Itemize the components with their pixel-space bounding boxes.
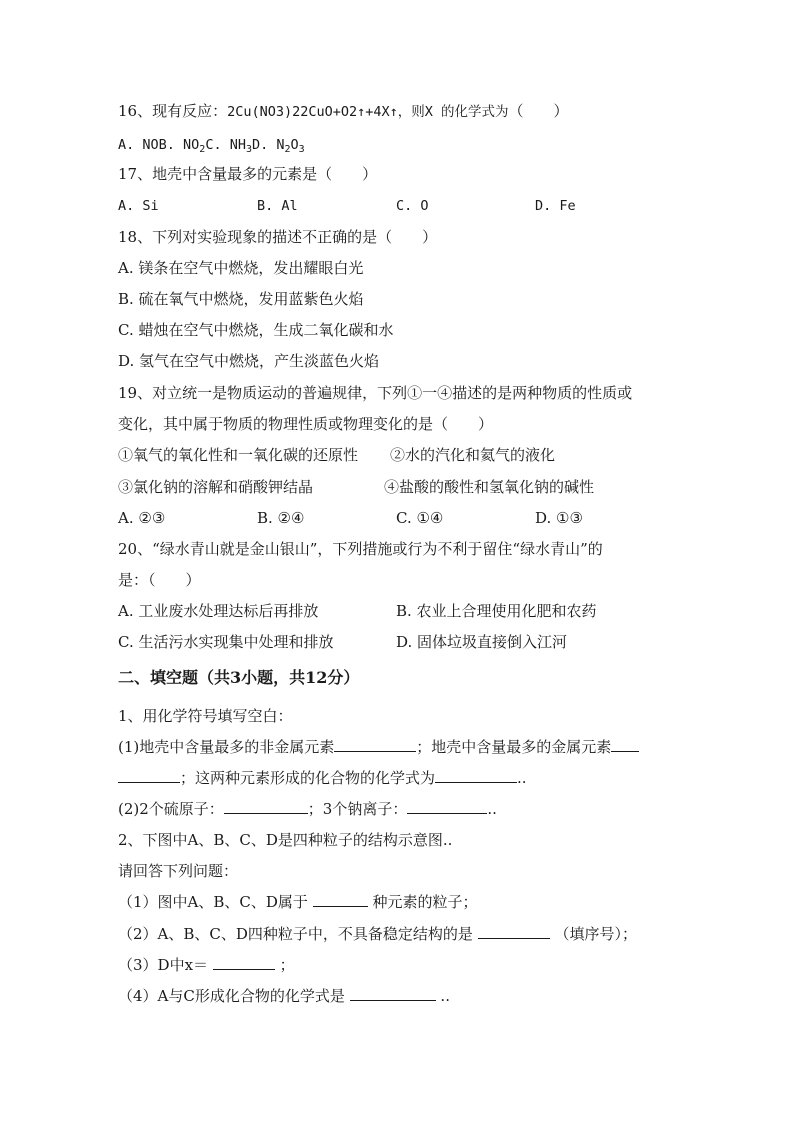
fill-1-part1-line1: (1)地壳中含量最多的非金属元素 ；地壳中含量最多的金属元素 xyxy=(118,737,639,757)
question-20-options-row2 xyxy=(0,632,794,652)
question-18-stem: 18、下列对实验现象的描述不正确的是（ ） xyxy=(118,228,438,246)
q20-option-b: B. 农业上合理使用化肥和农药 xyxy=(396,602,597,620)
question-19-stem-line2: 变化，其中属于物质的物理性质或物理变化的是（ ） xyxy=(118,415,494,433)
answer-blank[interactable] xyxy=(213,955,275,970)
q18-option-a: A. 镁条在空气中燃烧，发出耀眼白光 xyxy=(118,259,364,277)
q19-option-d: D. ①③ xyxy=(535,509,583,527)
q19-option-a: A. ②③ xyxy=(118,509,166,527)
question-19-stem-line1: 19、对立统一是物质运动的普遍规律，下列①一④描述的是两种物质的性质或 xyxy=(118,384,633,402)
fill-1-stem: 1、用化学符号填写空白： xyxy=(118,707,293,725)
answer-blank[interactable] xyxy=(313,892,368,907)
fill-2-sub1: （1）图中A、B、C、D属于 种元素的粒子； xyxy=(118,893,478,911)
q17-option-c: C. O xyxy=(396,198,429,214)
section-2-heading: 二、填空题（共3小题，共12分） xyxy=(118,668,360,687)
question-20-stem-line1: 20、“绿水青山就是金山银山”，下列措施或行为不利于留住“绿水青山”的 xyxy=(118,540,603,558)
q17-option-d: D. Fe xyxy=(535,198,576,214)
question-20-stem-line2: 是：（ ） xyxy=(118,571,201,589)
q18-option-c: C. 蜡烛在空气中燃烧，生成二氧化碳和水 xyxy=(118,321,394,339)
q16-equation: 2Cu(NO3)22CuO+O2↑+4X↑，则X 的化学式为 xyxy=(227,104,509,120)
q19-item-1: ①氧气的氧化性和一氧化碳的还原性 xyxy=(118,446,359,464)
q20-option-c: C. 生活污水实现集中处理和排放 xyxy=(118,633,334,651)
answer-blank[interactable] xyxy=(334,737,416,752)
question-19-options xyxy=(0,508,794,528)
question-17-options xyxy=(0,196,794,216)
q19-item-3: ③氯化钠的溶解和硝酸钾结晶 xyxy=(118,478,314,496)
question-16-stem xyxy=(118,101,569,122)
q20-option-d: D. 固体垃圾直接倒入江河 xyxy=(396,633,568,651)
answer-blank[interactable] xyxy=(118,768,180,783)
q19-item-4: ④盐酸的酸性和氢氧化钠的碱性 xyxy=(384,478,595,496)
fill-1-part2: (2)2个硫原子： ；3个钠离子： .. xyxy=(118,800,497,818)
question-19-items-row1 xyxy=(0,445,794,465)
question-20-options-row1 xyxy=(0,601,794,621)
fill-2-prompt: 请回答下列问题： xyxy=(118,862,239,880)
answer-blank[interactable] xyxy=(435,768,517,783)
q16-suffix: （ ） xyxy=(508,102,569,120)
fill-1-part1-line2: ；这两种元素形成的化合物的化学式为 .. xyxy=(118,768,527,788)
fill-2-sub3: （3）D中x＝ ； xyxy=(118,956,295,974)
answer-blank[interactable] xyxy=(407,799,487,814)
q19-option-c: C. ①④ xyxy=(396,509,444,527)
q16-option-d: D. $N_2O_3$ xyxy=(251,137,305,155)
fill-2-sub4: （4）A与C形成化合物的化学式是 .. xyxy=(118,987,450,1005)
fill-2-sub2: （2）A、B、C、D四种粒子中，不具备稳定结构的是 （填序号）； xyxy=(118,925,637,943)
question-16-options xyxy=(118,134,305,155)
answer-blank[interactable] xyxy=(478,924,550,939)
fill-2-stem: 2、下图中A、B、C、D是四种粒子的结构示意图.. xyxy=(118,831,453,849)
q18-option-d: D. 氢气在空气中燃烧，产生淡蓝色火焰 xyxy=(118,352,380,370)
q17-option-a: A. Si xyxy=(118,198,159,214)
question-17-stem: 17、地壳中含量最多的元素是（ ） xyxy=(118,165,378,183)
q18-option-b: B. 硫在氧气中燃烧，发用蓝紫色火焰 xyxy=(118,290,364,308)
answer-blank[interactable] xyxy=(224,799,308,814)
q19-option-b: B. ②④ xyxy=(257,509,305,527)
q16-prefix: 16、现有反应： xyxy=(118,102,228,120)
answer-blank[interactable] xyxy=(611,737,639,752)
q16-option-c: C. $NH_3$ xyxy=(205,137,252,155)
question-19-items-row2 xyxy=(0,477,794,497)
q17-option-b: B. Al xyxy=(257,198,298,214)
answer-blank[interactable] xyxy=(350,986,436,1001)
q20-option-a: A. 工业废水处理达标后再排放 xyxy=(118,602,319,620)
q19-item-2: ②水的汽化和氦气的液化 xyxy=(390,446,556,464)
q16-option-a: A. NO xyxy=(118,137,159,153)
q16-option-b: B. $NO_2$ xyxy=(158,137,206,155)
